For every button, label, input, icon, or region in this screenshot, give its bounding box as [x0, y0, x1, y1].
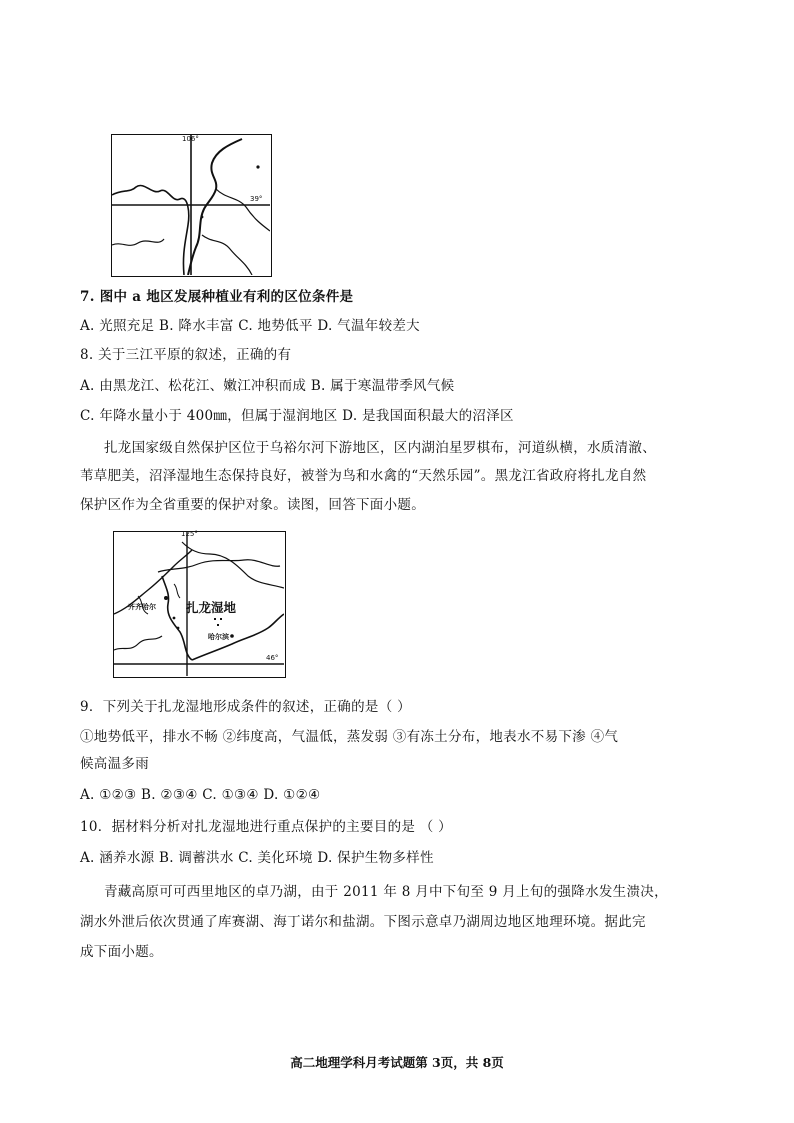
- map2-city-harbin: 哈尔滨: [208, 633, 229, 641]
- q10-stem: 10．据材料分析对扎龙湿地进行重点保护的主要目的是 （ ）: [80, 819, 452, 835]
- q7-stem: 7. 图中 a 地区发展种植业有利的区位条件是: [80, 289, 354, 305]
- passage1-line3: 保护区作为全省重要的保护对象。读图，回答下面小题。: [80, 497, 425, 513]
- q9-stem: 9．下列关于扎龙湿地形成条件的叙述，正确的是（ ）: [80, 699, 411, 715]
- map-zhalong-wetland: [113, 531, 286, 678]
- passage2-line1: 青藏高原可可西里地区的卓乃湖，由于 2011 年 8 月中下旬至 9 月上旬的强降水发生溃决，: [104, 884, 668, 900]
- map2-city-qiqihar: 齐齐哈尔: [128, 603, 156, 611]
- map1-longitude-label: 106°: [182, 135, 199, 143]
- q9-options-line2: 候高温多雨: [80, 756, 149, 772]
- map-ningxia-region: [111, 134, 272, 277]
- q9-options-line1: ①地势低平，排水不畅 ②纬度高，气温低，蒸发弱 ③有冻土分布，地表水不易下渗 ④气: [80, 729, 619, 745]
- q8-options-line2: C. 年降水量小于 400㎜，但属于湿润地区 D. 是我国面积最大的沼泽区: [80, 408, 514, 424]
- q8-stem: 8. 关于三江平原的叙述，正确的有: [80, 347, 292, 363]
- q9-answer-choices: A. ①②③ B. ②③④ C. ①③④ D. ①②④: [80, 787, 321, 803]
- map2-latitude-label: 46°: [266, 654, 279, 662]
- map1-latitude-label: 39°: [250, 195, 263, 203]
- passage1-line2: 苇草肥美，沼泽湿地生态保持良好，被誉为鸟和水禽的“天然乐园”。黑龙江省政府将扎龙自然: [80, 468, 647, 484]
- map2-longitude-label: 125°: [181, 530, 198, 538]
- passage2-line2: 湖水外泄后依次贯通了库赛湖、海丁诺尔和盐湖。下图示意卓乃湖周边地区地理环境。据此完: [80, 914, 646, 930]
- q7-options: A. 光照充足 B. 降水丰富 C. 地势低平 D. 气温年较差大: [80, 318, 420, 334]
- passage2-line3: 成下面小题。: [80, 944, 163, 960]
- map1-drawing: [112, 135, 270, 275]
- q8-options-line1: A. 由黑龙江、松花江、嫩江冲积而成 B. 属于寒温带季风气候: [80, 378, 455, 394]
- passage1-line1: 扎龙国家级自然保护区位于乌裕尔河下游地区，区内湖泊星罗棋布，河道纵横，水质清澈、: [104, 440, 656, 456]
- q10-options: A. 涵养水源 B. 调蓄洪水 C. 美化环境 D. 保护生物多样性: [80, 850, 434, 866]
- map2-title: 扎龙湿地: [186, 600, 237, 615]
- page-footer: 高二地理学科月考试题第 3页，共 8页: [290, 1055, 504, 1070]
